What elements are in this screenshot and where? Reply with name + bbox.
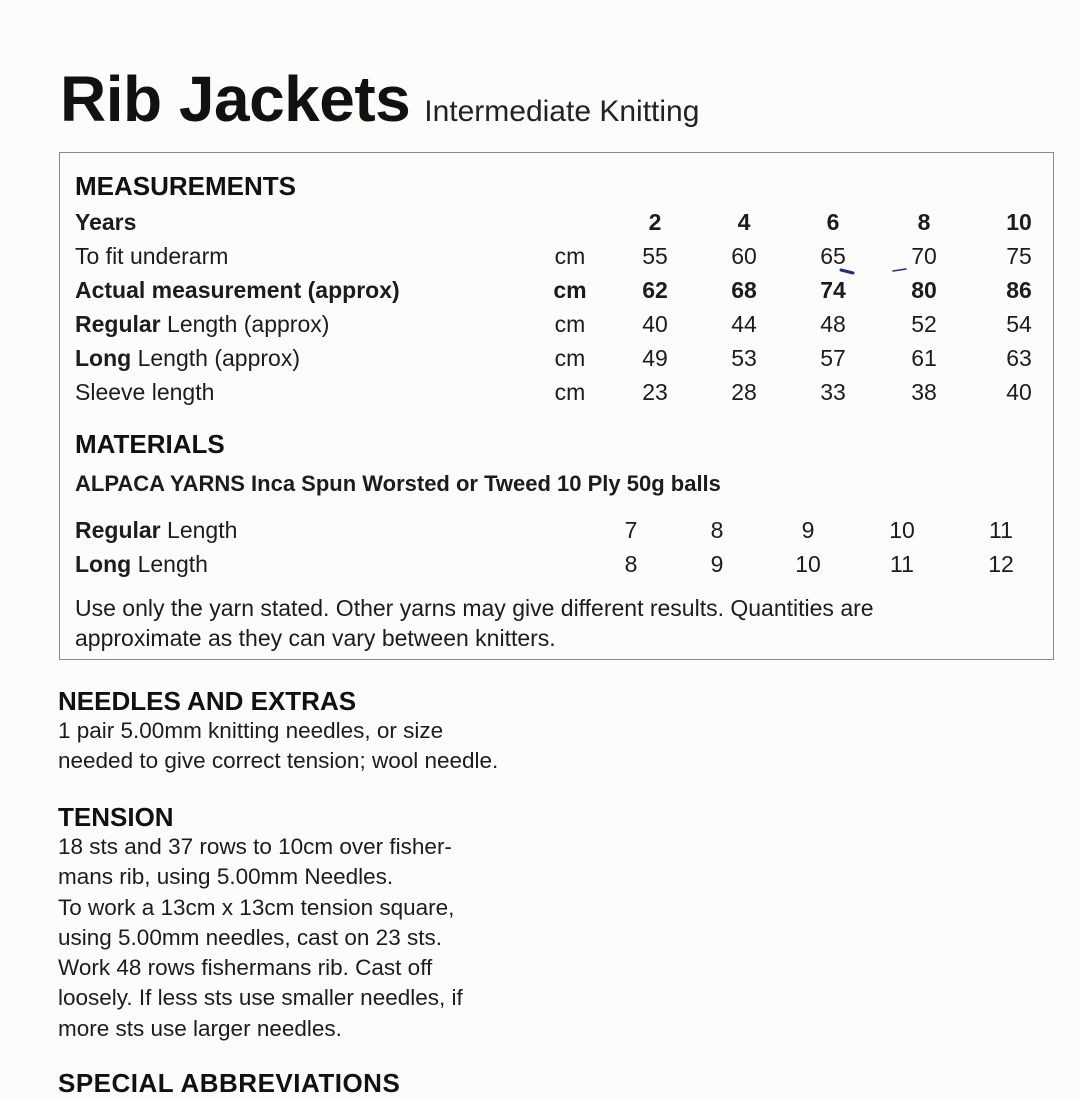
value-cell: 9 <box>801 517 815 543</box>
needles-section <box>58 686 538 777</box>
size-cell: 10 <box>1006 209 1032 235</box>
unit-cell: cm <box>554 345 586 371</box>
value-cell: 10 <box>889 517 915 543</box>
measurement-row <box>75 309 1040 339</box>
needles-line: 1 pair 5.00mm knitting needles, or size <box>58 718 444 743</box>
title-row <box>60 62 699 136</box>
tension-line: 18 sts and 37 rows to 10cm over fisher- <box>58 834 452 859</box>
value-cell: 62 <box>642 277 668 303</box>
value-cell: 86 <box>1006 277 1032 303</box>
unit-cell: cm <box>554 311 586 337</box>
value-cell: 61 <box>911 345 937 371</box>
value-cell: 74 <box>820 277 846 303</box>
value-cell: 48 <box>820 311 846 337</box>
value-cell: 12 <box>988 551 1014 577</box>
needles-heading: NEEDLES AND EXTRAS <box>58 686 357 716</box>
measurements-materials-box <box>59 152 1054 660</box>
measurement-row <box>75 343 1040 373</box>
value-cell: 10 <box>795 551 821 577</box>
tension-section <box>58 802 538 1044</box>
tension-line: using 5.00mm needles, cast on 23 sts. <box>58 924 442 950</box>
value-cell: 7 <box>624 517 638 543</box>
value-cell: 68 <box>731 277 757 303</box>
materials-row <box>75 515 1040 545</box>
value-cell: 70 <box>911 243 937 269</box>
pen-mark-icon <box>838 262 918 282</box>
years-row <box>75 207 1040 237</box>
value-cell: 23 <box>642 379 668 405</box>
value-cell: 28 <box>731 379 757 405</box>
value-cell: 63 <box>1006 345 1032 371</box>
tension-line: loosely. If less sts use smaller needles, if <box>58 985 463 1011</box>
size-cell: 2 <box>648 209 662 235</box>
row-label: Long Length (approx) <box>75 345 300 371</box>
tension-line: To work a 13cm x 13cm tension square, <box>58 894 455 920</box>
value-cell: 11 <box>989 517 1013 543</box>
value-cell: 53 <box>731 345 757 371</box>
row-label: Actual measurement (approx) <box>75 277 400 303</box>
size-cell: 6 <box>826 209 840 235</box>
yarn-note: Use only the yarn stated. Other yarns may give different results. Quantities are approximate as they can vary between knitters. <box>75 595 874 651</box>
materials-row <box>75 549 1040 579</box>
tension-line: more sts use larger needles. <box>58 1015 342 1041</box>
value-cell: 52 <box>911 311 937 337</box>
value-cell: 75 <box>1006 243 1032 269</box>
value-cell: 8 <box>624 551 638 577</box>
unit-cell: cm <box>554 243 586 269</box>
size-cell: 4 <box>737 209 751 235</box>
value-cell: 54 <box>1006 311 1032 337</box>
row-label: Regular Length (approx) <box>75 311 330 337</box>
size-cell: 8 <box>917 209 931 235</box>
value-cell: 33 <box>820 379 846 405</box>
row-label: To fit underarm <box>75 243 229 269</box>
materials-heading: MATERIALS <box>75 429 225 459</box>
row-label: Regular Length <box>75 517 238 543</box>
unit-cell: cm <box>553 277 587 303</box>
page-title: Rib Jackets <box>60 63 411 135</box>
measurements-heading: MEASUREMENTS <box>75 171 297 201</box>
yarn-description: ALPACA YARNS Inca Spun Worsted or Tweed 10 Ply 50g balls <box>75 471 721 496</box>
value-cell: 60 <box>731 243 757 269</box>
value-cell: 57 <box>820 345 846 371</box>
next-section-heading: SPECIAL ABBREVIATIONS <box>58 1068 401 1098</box>
value-cell: 38 <box>911 379 937 405</box>
value-cell: 49 <box>642 345 668 371</box>
row-label: Sleeve length <box>75 379 215 405</box>
value-cell: 40 <box>1006 379 1032 405</box>
row-label: Long Length <box>75 551 208 577</box>
tension-line: mans rib, using 5.00mm Needles. <box>58 864 394 890</box>
value-cell: 65 <box>820 243 846 269</box>
value-cell: 8 <box>710 517 724 543</box>
tension-line: Work 48 rows fishermans rib. Cast off <box>58 955 433 981</box>
value-cell: 40 <box>642 311 668 337</box>
needles-line: needed to give correct tension; wool needle. <box>58 748 499 774</box>
page-subtitle: Intermediate Knitting <box>424 95 700 128</box>
years-label: Years <box>75 209 137 235</box>
value-cell: 80 <box>911 277 937 303</box>
unit-cell: cm <box>554 379 586 405</box>
value-cell: 44 <box>731 311 757 337</box>
value-cell: 11 <box>890 551 914 577</box>
value-cell: 9 <box>710 551 724 577</box>
value-cell: 55 <box>642 243 668 269</box>
tension-heading: TENSION <box>58 802 174 832</box>
measurement-row <box>75 377 1040 407</box>
